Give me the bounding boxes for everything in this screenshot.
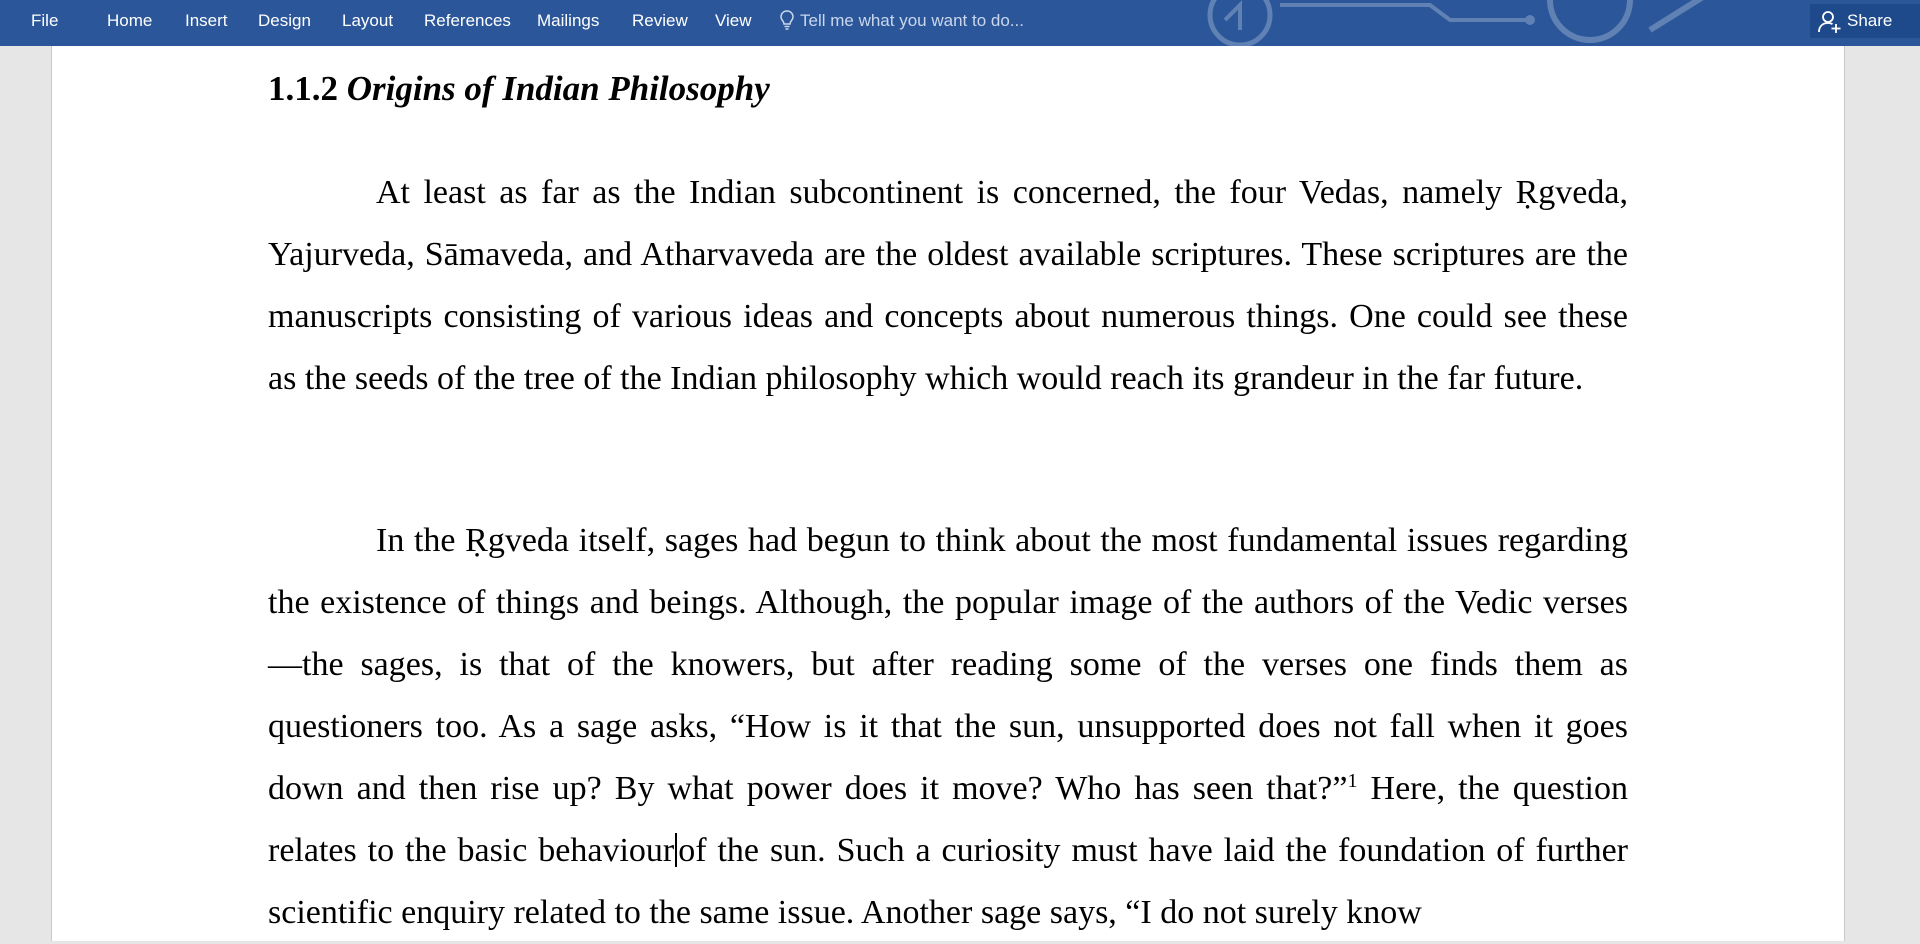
paragraph-2-text-c: of the sun. Such a curiosity must have laid the foundation of further scientific enquiry related to the same issue. Another sage says, “I do not surely know [268, 832, 1629, 931]
paragraph-2-text-b: Here, the question relates to the basic behaviour [268, 770, 1629, 869]
document-page[interactable] [51, 46, 1845, 941]
lightbulb-icon [780, 10, 794, 30]
tab-mailings[interactable]: Mailings [537, 11, 600, 30]
paragraph-2-text-a: In the Ṛgveda itself, sages had begun to think about the most fundamental issues regarding the existence of things and beings. Although, the popular image of the authors of the Vedic verses—the sages, is that of the knowers, but after reading some of the verses one finds them as questioners too. As a sage asks, “How is it that the sun, unsupported does not fall when it goes down and then rise up? By what power does it move? Who has seen that?” [268, 522, 1628, 807]
person-add-icon [1818, 10, 1842, 34]
ribbon-tab-bar [0, 0, 1920, 46]
section-heading[interactable] [268, 69, 770, 109]
document-canvas[interactable] [0, 46, 1920, 941]
tab-insert[interactable]: Insert [185, 11, 228, 30]
ribbon-decoration [1170, 0, 1730, 46]
tab-design[interactable]: Design [258, 11, 311, 30]
paragraph-1[interactable]: At least as far as the Indian subcontinent is concerned, the four Vedas, namely Ṛgveda, Yajurveda, Sāmaveda, and Atharvaveda are the oldest available scriptures. These scriptures are the manuscripts consisting of various ideas and concepts about numerous things. One could see these as the seeds of the tree of the Indian philosophy which would reach its grandeur in the far future. [268, 174, 1628, 397]
tell-me-placeholder: Tell me what you want to do... [800, 11, 1024, 30]
tell-me-search[interactable] [780, 0, 1024, 42]
tab-view[interactable]: View [715, 11, 752, 30]
tab-file[interactable]: File [31, 11, 59, 30]
tab-references[interactable]: References [424, 11, 511, 30]
tab-home[interactable]: Home [107, 11, 153, 30]
share-label: Share [1847, 11, 1893, 30]
footnote-reference[interactable]: 1 [1347, 770, 1358, 792]
text-cursor [675, 833, 677, 867]
tab-review[interactable]: Review [632, 11, 688, 30]
tab-layout[interactable]: Layout [342, 11, 394, 30]
paragraph-2[interactable] [268, 510, 1628, 944]
section-title: Origins of Indian Philosophy [346, 69, 770, 108]
share-button[interactable] [1810, 4, 1920, 38]
section-number: 1.1.2 [268, 69, 338, 108]
